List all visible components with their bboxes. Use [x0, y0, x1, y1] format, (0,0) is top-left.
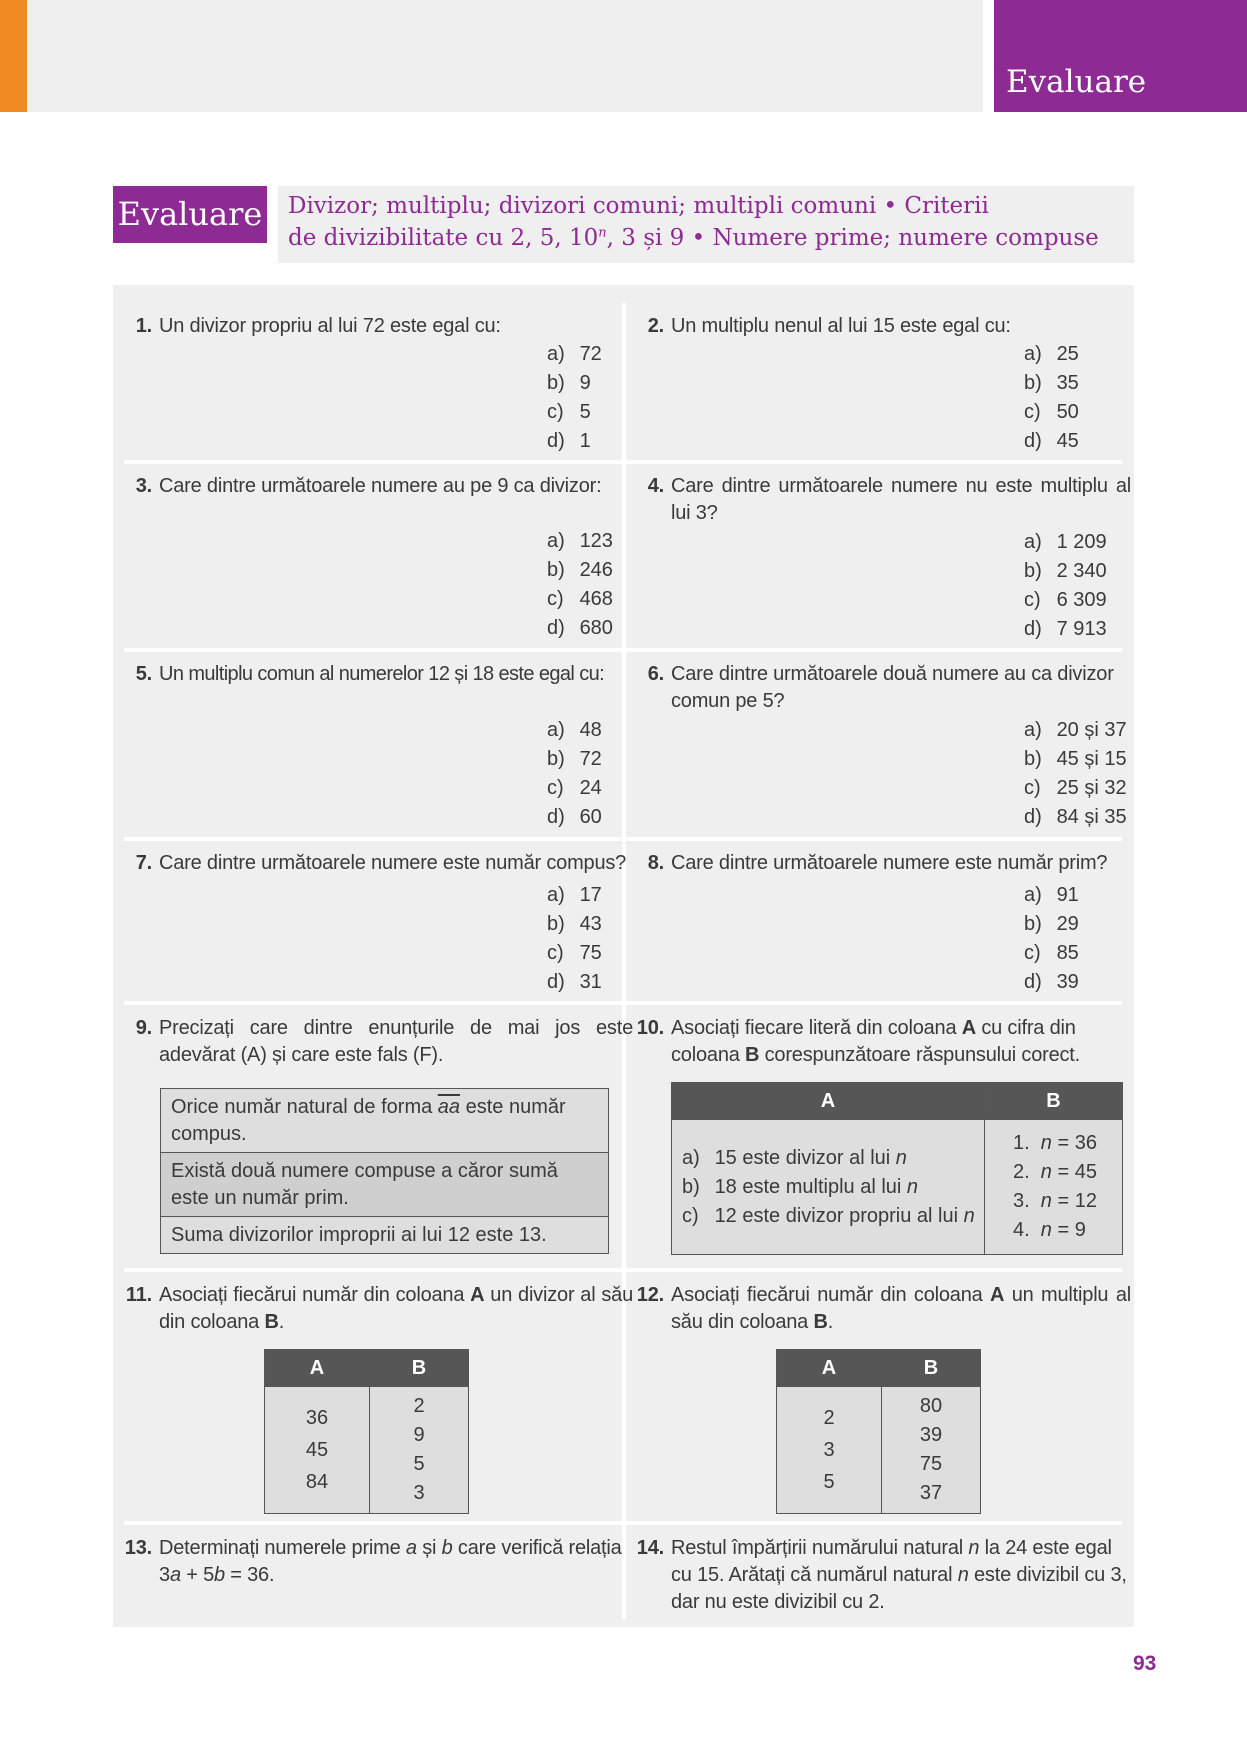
question-2-options — [1024, 340, 1079, 456]
option: a) 25 — [1024, 343, 1079, 365]
section-header-title: Evaluare — [1006, 64, 1147, 100]
option: b) 45 și 15 — [1024, 748, 1127, 770]
option: a) 48 — [547, 719, 602, 741]
column-b-cell: 1. n = 36 2. n = 45 3. n = 12 4. n = 9 — [985, 1120, 1123, 1255]
option: c) 25 și 32 — [1024, 777, 1127, 799]
column-b-header: B — [985, 1083, 1123, 1120]
option: d) 45 — [1024, 430, 1079, 452]
question-4-options — [1024, 528, 1107, 644]
option: d) 60 — [547, 806, 602, 828]
option: d) 39 — [1024, 971, 1079, 993]
question-8-options — [1024, 881, 1079, 997]
question-3-options — [547, 527, 613, 643]
option: c) 75 — [547, 942, 602, 964]
question-6-options — [1024, 716, 1127, 832]
option: a) 72 — [547, 343, 602, 365]
matching-table-10 — [671, 1082, 1123, 1255]
header-band — [27, 0, 983, 112]
statement: Orice număr natural de forma $\overline{aa}$ este număr compus. — [161, 1089, 608, 1153]
option: d) 680 — [547, 617, 613, 639]
option: b) 72 — [547, 748, 602, 770]
topic-line-1: Divizor; multiplu; divizori comuni; multipli comuni • Criterii — [288, 193, 989, 219]
true-false-statements — [160, 1088, 609, 1254]
column-a-header: A — [672, 1083, 985, 1120]
column-b-cell: 2 9 5 3 — [370, 1387, 469, 1514]
column-divider — [622, 303, 626, 1619]
option: b) 35 — [1024, 372, 1079, 394]
row-divider — [124, 648, 1122, 652]
option: b) 246 — [547, 559, 613, 581]
column-b-cell: 80 39 75 37 — [882, 1387, 981, 1514]
option: c) 24 — [547, 777, 602, 799]
row-divider — [124, 1001, 1122, 1005]
row-divider — [124, 460, 1122, 464]
page-number: 93 — [1133, 1652, 1157, 1675]
question-7-options — [547, 881, 602, 997]
option: c) 6 309 — [1024, 589, 1107, 611]
column-a-cell: a) 15 este divizor al lui n b) 18 este multiplu al lui n c) 12 este divizor propriu al lui n — [672, 1120, 985, 1255]
column-a-cell: 2 3 5 — [777, 1387, 882, 1514]
option: a) 123 — [547, 530, 613, 552]
column-a-cell: 36 45 84 — [265, 1387, 370, 1514]
row-divider — [124, 1268, 1122, 1272]
statement: Suma divizorilor improprii ai lui 12 este 13. — [171, 1224, 547, 1246]
option: b) 9 — [547, 372, 591, 394]
option: b) 2 340 — [1024, 560, 1107, 582]
option: d) 1 — [547, 430, 591, 452]
row-divider — [124, 1521, 1122, 1525]
option: a) 91 — [1024, 884, 1079, 906]
question-1-options — [547, 340, 602, 456]
option: c) 468 — [547, 588, 613, 610]
topic-line-2: de divizibilitate cu 2, 5, 10$^n$, 3 și 9 • Numere prime; numere compuse — [288, 225, 1099, 251]
orange-edge-tab — [0, 0, 27, 112]
option: b) 29 — [1024, 913, 1079, 935]
option: d) 7 913 — [1024, 618, 1107, 640]
option: c) 5 — [547, 401, 591, 423]
option: a) 17 — [547, 884, 602, 906]
option: d) 31 — [547, 971, 602, 993]
option: d) 84 și 35 — [1024, 806, 1127, 828]
option: a) 1 209 — [1024, 531, 1107, 553]
option: a) 20 și 37 — [1024, 719, 1127, 741]
option: c) 85 — [1024, 942, 1079, 964]
option: b) 43 — [547, 913, 602, 935]
matching-table-12: A B 2 3 5 80 39 75 37 — [776, 1349, 981, 1514]
matching-table-11: A B 36 45 84 2 9 5 3 — [264, 1349, 469, 1514]
option: c) 50 — [1024, 401, 1079, 423]
evaluation-badge: Evaluare — [113, 186, 267, 243]
row-divider — [124, 837, 1122, 841]
question-5-options — [547, 716, 602, 832]
statement: Există două numere compuse a căror sumă este un număr prim. — [161, 1153, 608, 1217]
